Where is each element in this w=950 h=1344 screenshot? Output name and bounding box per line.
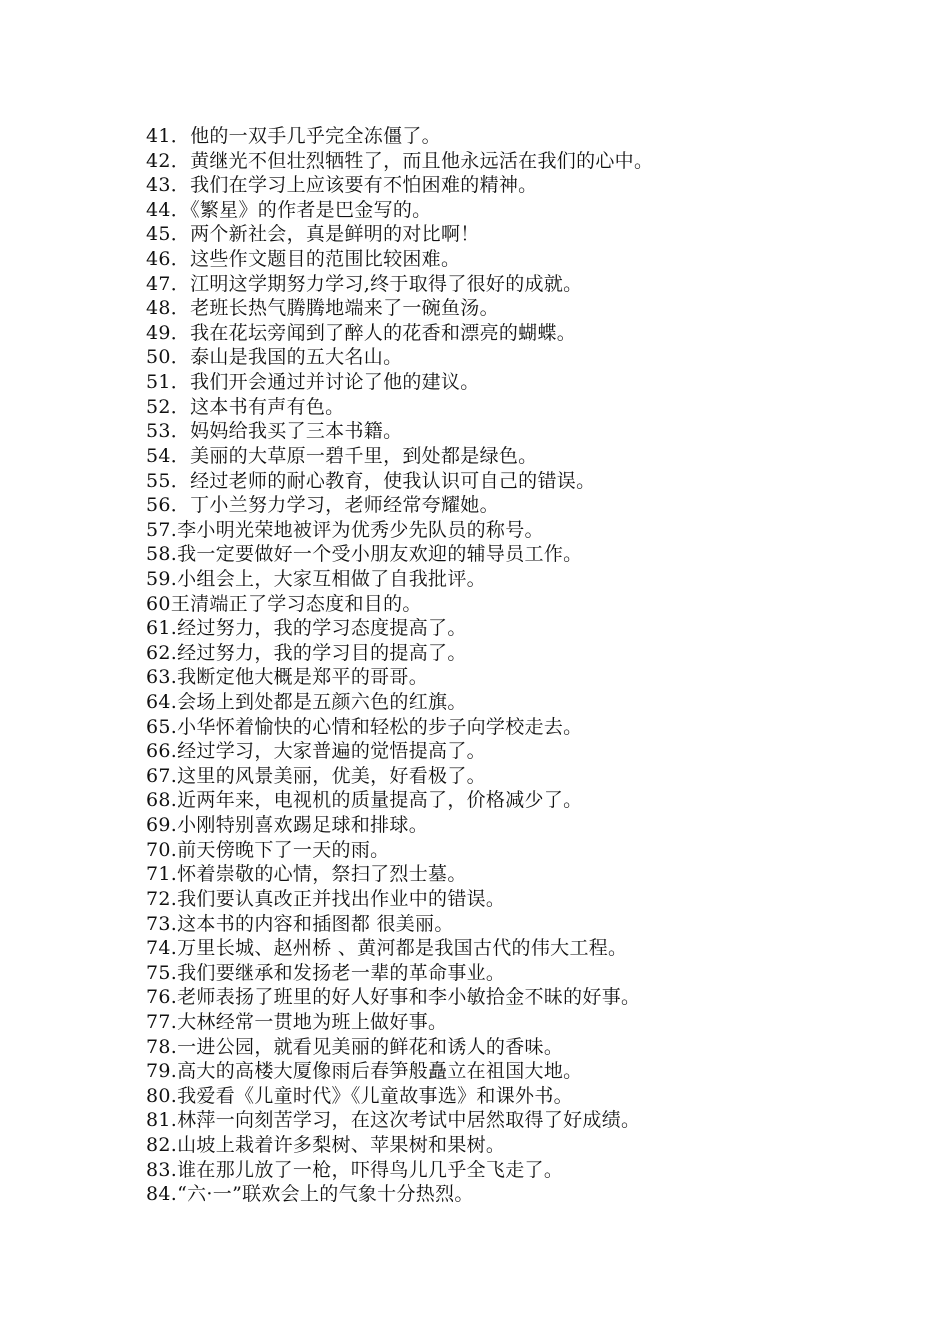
sentence-line: 59.小组会上，大家互相做了自我批评。 <box>146 567 486 590</box>
sentence-line: 78.一进公园，就看见美丽的鲜花和诱人的香味。 <box>146 1035 564 1058</box>
sentence-line: 62.经过努力，我的学习目的提高了。 <box>146 641 467 664</box>
sentence-line: 83.谁在那儿放了一枪，吓得鸟儿几乎全飞走了。 <box>146 1158 564 1181</box>
sentence-line: 66.经过学习，大家普遍的觉悟提高了。 <box>146 740 486 763</box>
sentence-line: 41．他的一双手几乎完全冻僵了。 <box>146 125 441 147</box>
sentence-line: 42．黄继光不但壮烈牺牲了，而且他永远活在我们的心中。 <box>146 149 654 172</box>
sentence-line: 84.“六·一”联欢会上的气象十分热烈。 <box>146 1183 474 1206</box>
sentence-line: 43．我们在学习上应该要有不怕困难的精神。 <box>146 174 538 197</box>
sentence-line: 68.近两年来，电视机的质量提高了，价格减少了。 <box>146 789 583 812</box>
sentence-line: 57.李小明光荣地被评为优秀少先队员的称号。 <box>146 518 544 541</box>
sentence-line: 60王清端正了学习态度和目的。 <box>146 592 422 615</box>
sentence-line: 77.大林经常一贯地为班上做好事。 <box>146 1010 448 1033</box>
sentence-line: 53．妈妈给我买了三本书籍。 <box>146 420 403 443</box>
sentence-line: 80.我爱看《儿童时代》《儿童故事选》和课外书。 <box>146 1084 573 1107</box>
sentence-line: 58.我一定要做好一个受小朋友欢迎的辅导员工作。 <box>146 543 583 566</box>
sentence-line: 67.这里的风景美丽，优美，好看极了。 <box>146 764 486 787</box>
sentence-line: 52．这本书有声有色。 <box>146 395 345 418</box>
sentence-line: 74.万里长城、赵州桥 、黄河都是我国古代的伟大工程。 <box>146 937 628 960</box>
sentence-line: 81.林萍一向刻苦学习，在这次考试中居然取得了好成绩。 <box>146 1109 641 1132</box>
sentence-line: 70.前天傍晚下了一天的雨。 <box>146 838 390 861</box>
sentence-line: 76.老师表扬了班里的好人好事和李小敏拾金不昧的好事。 <box>146 986 641 1009</box>
sentence-line: 79.高大的高楼大厦像雨后春笋般矗立在祖国大地。 <box>146 1060 583 1083</box>
sentence-line: 44．《繁星》的作者是巴金写的。 <box>146 198 432 221</box>
sentence-line: 47．江明这学期努力学习,终于取得了很好的成就。 <box>146 272 583 295</box>
sentence-list <box>146 124 906 1207</box>
sentence-line: 55．经过老师的耐心教育，使我认识可自己的错误。 <box>146 469 596 492</box>
sentence-line: 49．我在花坛旁闻到了醉人的花香和漂亮的蝴蝶。 <box>146 321 577 344</box>
sentence-line: 51．我们开会通过并讨论了他的建议。 <box>146 371 480 394</box>
sentence-line: 45．两个新社会，真是鲜明的对比啊！ <box>146 223 480 246</box>
sentence-line: 46．这些作文题目的范围比较困难。 <box>146 248 461 271</box>
sentence-line: 71.怀着崇敬的心情，祭扫了烈士墓。 <box>146 863 467 886</box>
sentence-line: 54．美丽的大草原一碧千里，到处都是绿色。 <box>146 444 538 467</box>
sentence-line: 48．老班长热气腾腾地端来了一碗鱼汤。 <box>146 297 499 320</box>
sentence-line: 72.我们要认真改正并找出作业中的错误。 <box>146 887 506 910</box>
sentence-line: 50．泰山是我国的五大名山。 <box>146 346 403 369</box>
sentence-line: 82.山坡上栽着许多梨树、苹果树和果树。 <box>146 1133 506 1156</box>
sentence-line: 73.这本书的内容和插图都 很美丽。 <box>146 912 454 935</box>
sentence-line: 56．丁小兰努力学习，老师经常夸耀她。 <box>146 494 499 517</box>
sentence-line: 61.经过努力，我的学习态度提高了。 <box>146 617 467 640</box>
sentence-line: 63.我断定他大概是郑平的哥哥。 <box>146 666 429 689</box>
sentence-line: 64.会场上到处都是五颜六色的红旗。 <box>146 691 467 714</box>
sentence-line: 75.我们要继承和发扬老一辈的革命事业。 <box>146 961 506 984</box>
sentence-line: 65.小华怀着愉快的心情和轻松的步子向学校走去。 <box>146 715 583 738</box>
sentence-line: 69.小刚特别喜欢踢足球和排球。 <box>146 814 429 837</box>
